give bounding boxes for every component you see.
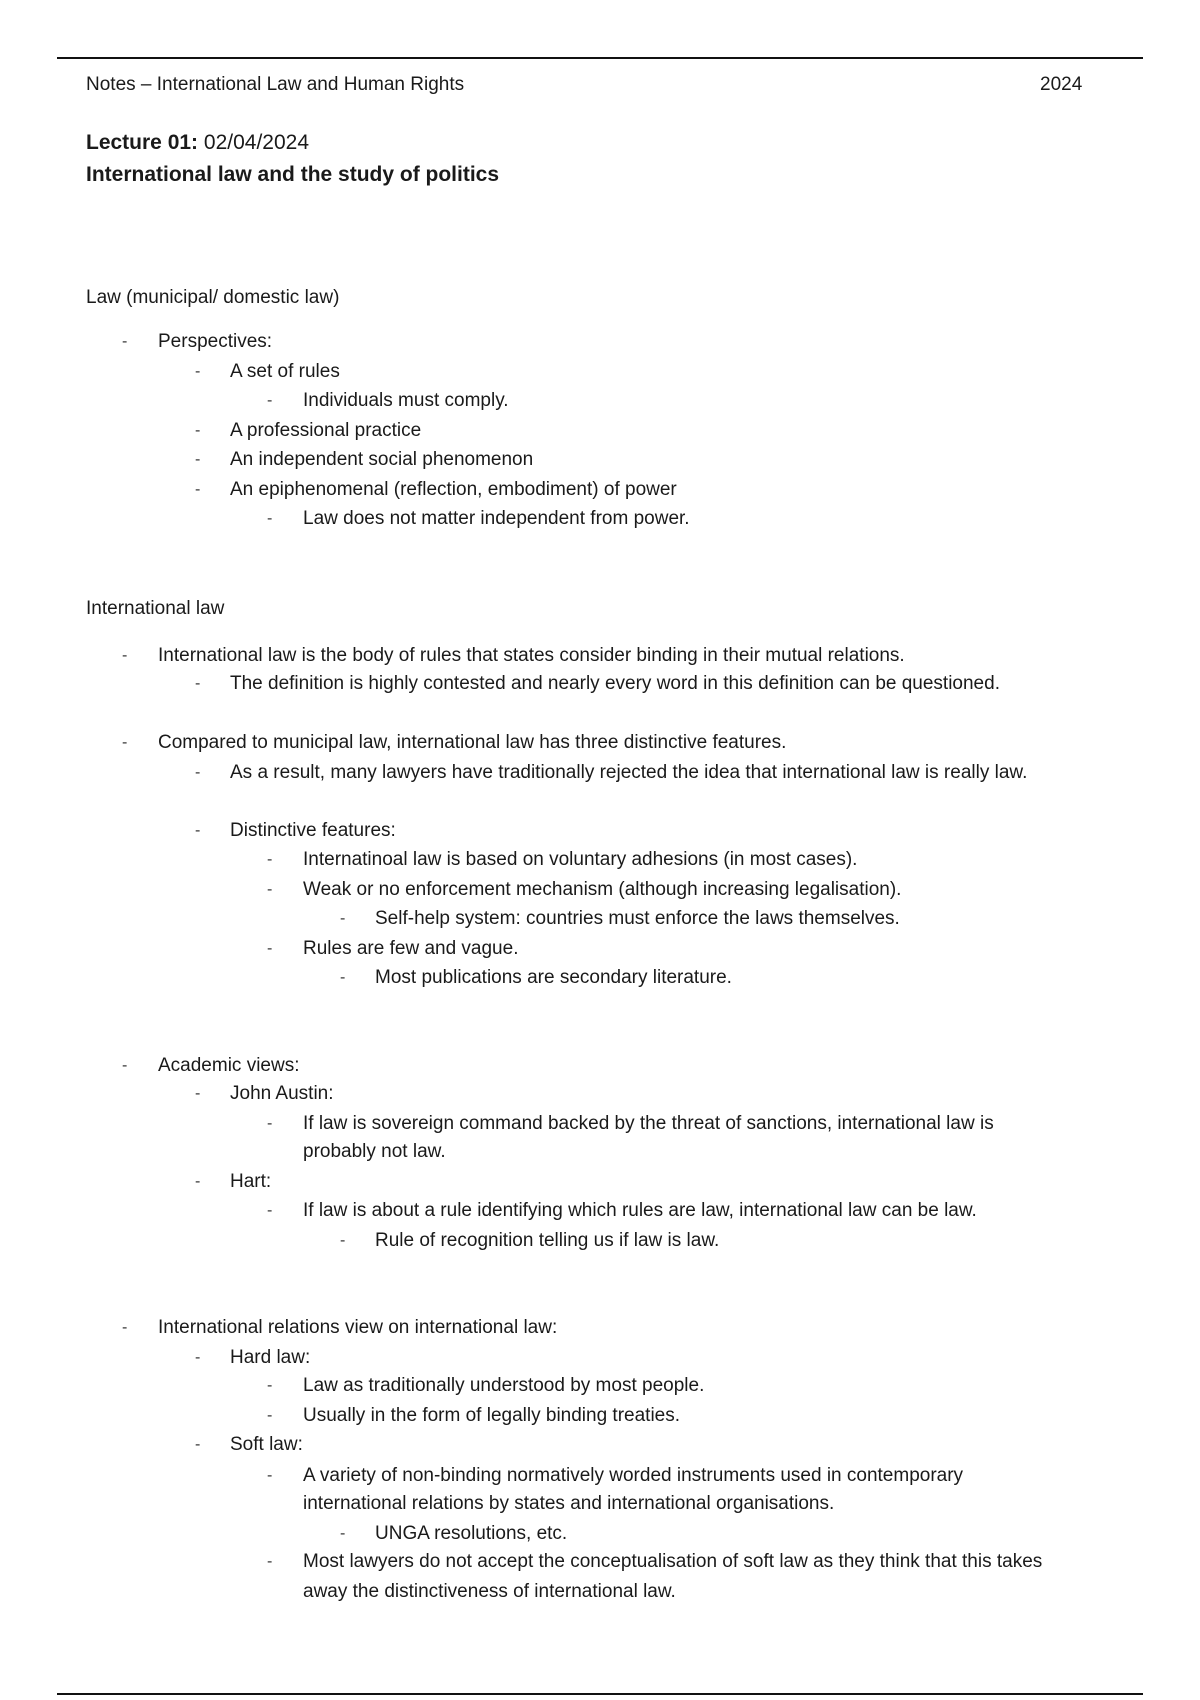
list-item: Hart: [230,1171,272,1192]
bullet-dash: - [195,1436,201,1453]
list-item: An independent social phenomenon [230,449,534,470]
bullet-dash: - [267,1115,273,1132]
bullet-dash: - [267,940,273,957]
list-item: UNGA resolutions, etc. [375,1523,568,1544]
bullet-dash: - [122,647,128,664]
bottom-rule [57,1693,1143,1695]
list-item: Distinctive features: [230,820,396,841]
bullet-dash: - [195,363,201,380]
list-item: Internatinoal law is based on voluntary adhesions (in most cases). [303,849,858,870]
lecture-date: 02/04/2024 [203,131,309,154]
list-item: As a result, many lawyers have traditionally rejected the idea that international law is really law. [230,762,1028,783]
bullet-dash: - [195,451,201,468]
list-item-continuation: international relations by states and international organisations. [303,1493,835,1514]
bullet-dash: - [267,1377,273,1394]
list-item: A variety of non-binding normatively worded instruments used in contemporary [303,1465,964,1486]
list-item: International relations view on international law: [158,1317,558,1338]
bullet-dash: - [195,422,201,439]
bullet-dash: - [195,1173,201,1190]
list-item-continuation: away the distinctiveness of international law. [303,1581,676,1602]
bullet-dash: - [267,1553,273,1570]
list-item: Self-help system: countries must enforce the laws themselves. [375,908,900,929]
bullet-dash: - [122,734,128,751]
bullet-dash: - [267,1202,273,1219]
bullet-dash: - [340,1525,346,1542]
bullet-dash: - [195,822,201,839]
list-item: International law is the body of rules that states consider binding in their mutual relations. [158,645,905,666]
header-year: 2024 [1040,74,1083,95]
bullet-dash: - [122,1057,128,1074]
section-heading-international: International law [86,598,225,619]
list-item: John Austin: [230,1083,334,1104]
list-item: Weak or no enforcement mechanism (although increasing legalisation). [303,879,902,900]
list-item: Hard law: [230,1347,311,1368]
bullet-dash: - [195,764,201,781]
list-item: If law is about a rule identifying which rules are law, international law can be law. [303,1200,977,1221]
list-item: Individuals must comply. [303,390,509,411]
bullet-dash: - [267,510,273,527]
list-item: Most lawyers do not accept the conceptualisation of soft law as they think that this takes [303,1551,1043,1572]
list-item: An epiphenomenal (reflection, embodiment) of power [230,479,677,500]
lecture-line [86,131,309,155]
bullet-dash: - [267,1467,273,1484]
list-item-continuation: probably not law. [303,1141,446,1162]
list-item: Rules are few and vague. [303,938,519,959]
lecture-title: International law and the study of politics [86,163,500,186]
top-rule [57,57,1143,59]
bullet-dash: - [267,392,273,409]
list-item: If law is sovereign command backed by the threat of sanctions, international law is [303,1113,994,1134]
bullet-dash: - [195,481,201,498]
bullet-dash: - [122,1319,128,1336]
bullet-dash: - [122,333,128,350]
section-heading-law: Law (municipal/ domestic law) [86,287,340,308]
list-item: A professional practice [230,420,422,441]
header-title: Notes – International Law and Human Rights [86,74,465,95]
list-item: Compared to municipal law, international law has three distinctive features. [158,732,787,753]
list-item: Law as traditionally understood by most people. [303,1375,705,1396]
list-item: Rule of recognition telling us if law is law. [375,1230,720,1251]
bullet-dash: - [340,910,346,927]
list-item: A set of rules [230,361,340,382]
bullet-dash: - [340,1232,346,1249]
list-item: The definition is highly contested and nearly every word in this definition can be questioned. [230,673,1000,694]
list-item: Law does not matter independent from power. [303,508,690,529]
list-item: Academic views: [158,1055,300,1076]
list-item: Soft law: [230,1434,303,1455]
bullet-dash: - [267,851,273,868]
bullet-dash: - [267,881,273,898]
list-item: Perspectives: [158,331,273,352]
page-header [86,74,1086,96]
bullet-dash: - [267,1407,273,1424]
bullet-dash: - [195,1349,201,1366]
lecture-label: Lecture 01: [86,131,199,154]
bullet-dash: - [195,1085,201,1102]
bullet-dash: - [195,675,201,692]
list-item: Usually in the form of legally binding treaties. [303,1405,681,1426]
bullet-dash: - [340,969,346,986]
list-item: Most publications are secondary literature. [375,967,732,988]
